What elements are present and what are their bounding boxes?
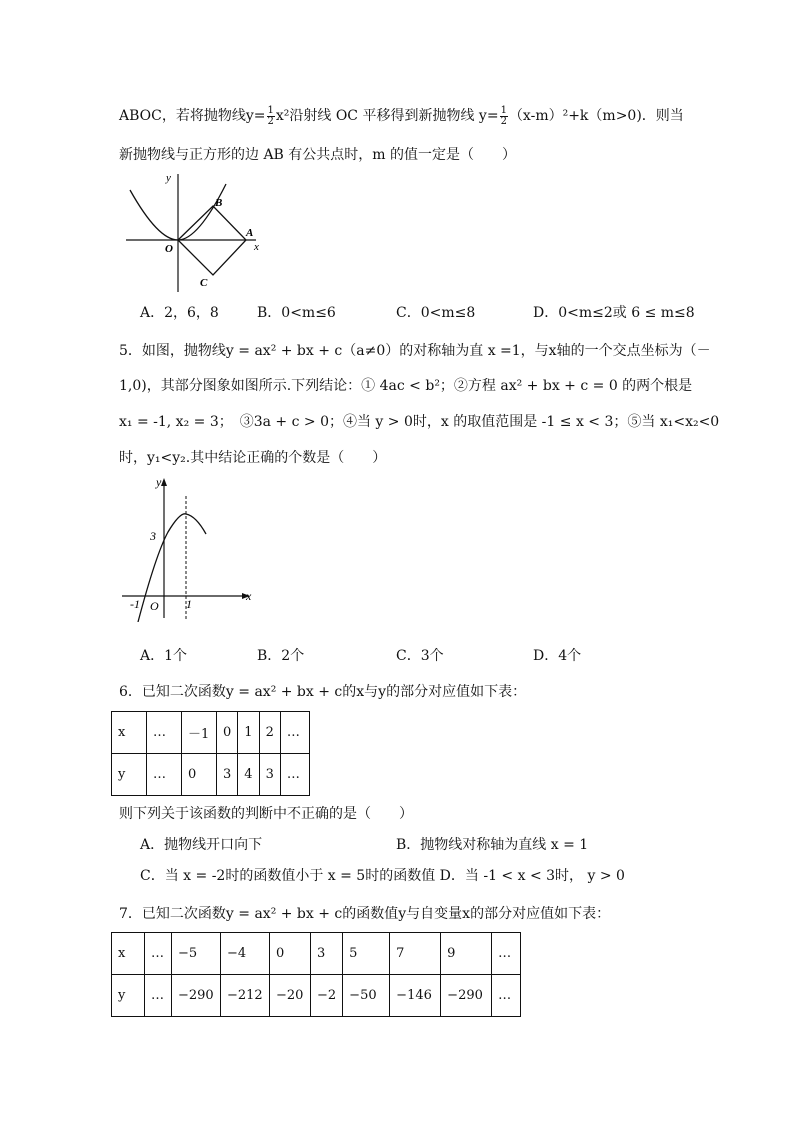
table-cell: −20 bbox=[270, 975, 311, 1017]
q4-option-d: D．0<m≤2或 6 ≤ m≤8 bbox=[533, 305, 695, 321]
frac-numerator: 1 bbox=[267, 104, 274, 116]
q6-stem: 6．已知二次函数y = ax² + bx + c的x与y的部分对应值如下表： bbox=[119, 684, 527, 700]
table-cell: 7 bbox=[390, 933, 441, 975]
table-cell: 0 bbox=[182, 754, 217, 796]
table-cell: 2 bbox=[259, 712, 280, 754]
q5-line1: 5．如图，抛物线y = ax² + bx + c（a≠0）的对称轴为直 x =1，与x轴的一个交点坐标为（－ bbox=[119, 343, 711, 359]
y-axis-arrow bbox=[161, 478, 167, 486]
table-cell: −5 bbox=[172, 933, 221, 975]
q4-line2: 新抛物线与正方形的边 AB 有公共点时，m 的值一定是（ ） bbox=[119, 147, 517, 163]
q7-stem: 7．已知二次函数y = ax² + bx + c的函数值y与自变量x的部分对应值如下表： bbox=[119, 906, 611, 922]
q5-line2: 1,0)，其部分图象如图所示.下列结论：① 4ac < b²；②方程 ax² + bx + c = 0 的两个根是 bbox=[119, 378, 693, 394]
table-cell: 1 bbox=[238, 712, 259, 754]
origin-label: O bbox=[150, 599, 159, 613]
table-cell: −2 bbox=[311, 975, 343, 1017]
table-cell: 3 bbox=[217, 754, 238, 796]
q4-option-b: B．0<m≤6 bbox=[257, 305, 336, 321]
table-row bbox=[112, 933, 521, 975]
table-row bbox=[112, 712, 310, 754]
origin-label: O bbox=[165, 243, 173, 255]
table-cell: … bbox=[492, 975, 521, 1017]
table-cell: 3 bbox=[259, 754, 280, 796]
q4-option-c: C．0<m≤8 bbox=[396, 305, 476, 321]
point-b-label: B bbox=[215, 197, 223, 209]
table-cell: … bbox=[145, 933, 172, 975]
tick-neg1-label: -1 bbox=[130, 597, 140, 611]
table-cell: y bbox=[112, 975, 145, 1017]
table-cell: 0 bbox=[270, 933, 311, 975]
table-cell: … bbox=[280, 712, 309, 754]
q6-option-a: A．抛物线开口向下 bbox=[140, 837, 263, 853]
q4-option-a: A．2，6，8 bbox=[140, 305, 219, 321]
q5-option-c: C．3个 bbox=[396, 648, 444, 664]
y-axis-label: y bbox=[166, 172, 171, 184]
table-cell: －1 bbox=[182, 712, 217, 754]
fraction-half-2: $\frac{1}{2}$ bbox=[500, 104, 507, 127]
table-cell: 4 bbox=[238, 754, 259, 796]
fraction-half bbox=[267, 106, 275, 127]
q5-figure bbox=[118, 474, 258, 622]
q4-line1 bbox=[119, 105, 684, 127]
parabola bbox=[138, 514, 206, 622]
y-axis-label: y bbox=[156, 475, 162, 489]
table-cell: −290 bbox=[172, 975, 221, 1017]
tick-3-label: 3 bbox=[150, 529, 156, 543]
q4-line1-b: x²沿射线 OC 平移得到新抛物线 y= bbox=[275, 108, 499, 124]
table-cell: 9 bbox=[441, 933, 492, 975]
q5-option-a: A．1个 bbox=[140, 648, 188, 664]
x-axis-label: x bbox=[246, 589, 252, 603]
table-cell: x bbox=[112, 712, 147, 754]
q4-line1-a: ABOC，若将抛物线y= bbox=[119, 108, 266, 124]
q6-option-b: B．抛物线对称轴为直线 x = 1 bbox=[396, 837, 589, 853]
q4-line1-c: （x-m）²+k（m>0)．则当 bbox=[508, 108, 684, 124]
point-a-label: A bbox=[246, 227, 254, 239]
q6-after: 则下列关于该函数的判断中不正确的是（ ） bbox=[119, 806, 413, 822]
table-cell: −290 bbox=[441, 975, 492, 1017]
point-c-label: C bbox=[200, 277, 208, 289]
table-row bbox=[112, 975, 521, 1017]
table-cell: … bbox=[145, 975, 172, 1017]
table-cell: x bbox=[112, 933, 145, 975]
q5-option-b: B．2个 bbox=[257, 648, 305, 664]
q7-table bbox=[111, 932, 521, 1017]
table-cell: … bbox=[280, 754, 309, 796]
q6-option-cd: C．当 x = -2时的函数值小于 x = 5时的函数值 D．当 -1 < x < 3时， y > 0 bbox=[140, 868, 625, 884]
x-axis-label: x bbox=[254, 241, 259, 253]
table-cell: … bbox=[147, 754, 182, 796]
q5-line4: 时，y₁<y₂.其中结论正确的个数是（ ） bbox=[119, 450, 387, 466]
table-cell: −4 bbox=[221, 933, 270, 975]
tick-1-label: 1 bbox=[186, 597, 192, 611]
table-cell: −50 bbox=[343, 975, 390, 1017]
table-cell: … bbox=[147, 712, 182, 754]
table-cell: −212 bbox=[221, 975, 270, 1017]
table-cell: … bbox=[492, 933, 521, 975]
table-cell: −146 bbox=[390, 975, 441, 1017]
table-cell: 3 bbox=[311, 933, 343, 975]
frac-denominator: 2 bbox=[267, 115, 274, 127]
q5-option-d: D．4个 bbox=[533, 648, 582, 664]
table-cell: 5 bbox=[343, 933, 390, 975]
q6-table bbox=[111, 711, 310, 796]
table-cell: 0 bbox=[217, 712, 238, 754]
table-row bbox=[112, 754, 310, 796]
q5-line3: x₁ = -1, x₂ = 3； ③3a + c > 0；④当 y > 0时，x 的取值范围是 -1 ≤ x < 3；⑤当 x₁<x₂<0 bbox=[119, 414, 720, 430]
q4-figure bbox=[118, 168, 268, 298]
table-cell: y bbox=[112, 754, 147, 796]
